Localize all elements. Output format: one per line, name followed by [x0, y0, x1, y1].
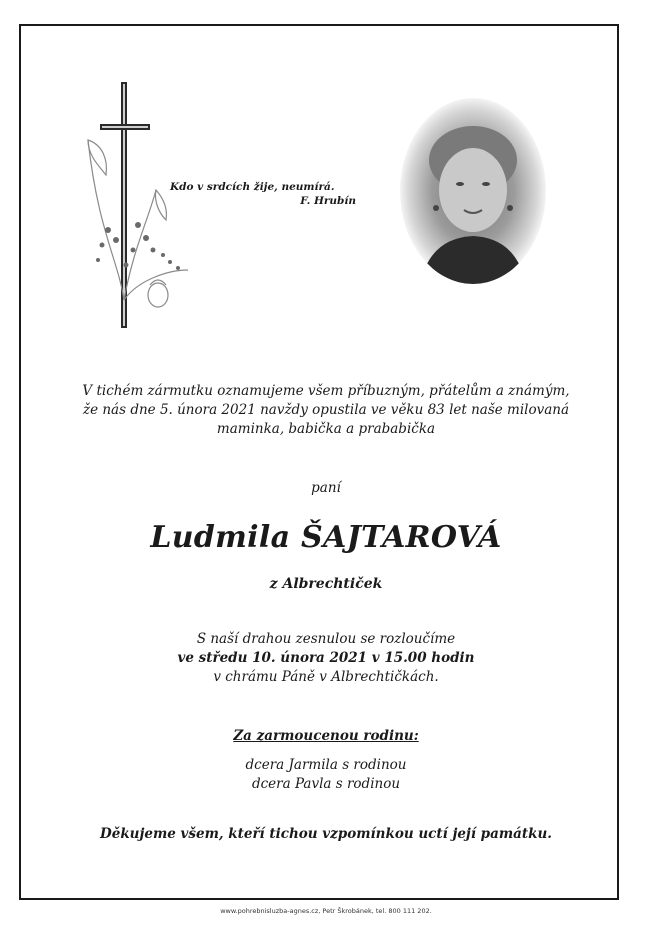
honorific: paní [311, 480, 341, 496]
ceremony-line1: S naší drahou zesnulou se rozloučíme [196, 631, 456, 647]
portrait-photo [400, 98, 546, 284]
announcement [40, 382, 612, 439]
announcement-line: V tichém zármutku oznamujeme všem příbuzným, přátelům a známým, [82, 383, 570, 399]
quote-text: Kdo v srdcích žije, neumírá. [170, 181, 335, 193]
quote-author: F. Hrubín [300, 195, 356, 207]
ceremony-datetime: ve středu 10. února 2021 v 15.00 hodin [177, 650, 475, 666]
family-member: dcera Pavla s rodinou [251, 776, 401, 792]
ceremony-place: v chrámu Páně v Albrechtičkách. [213, 669, 439, 685]
family-member: dcera Jarmila s rodinou [245, 757, 407, 773]
announcement-line: maminka, babička a prababička [216, 421, 436, 437]
origin: z Albrechtiček [269, 576, 383, 592]
ceremony-info [40, 630, 612, 687]
family-members [40, 756, 612, 794]
deceased-name: Ludmila ŠAJTAROVÁ [150, 520, 502, 555]
footer-contact: www.pohrebnisluzba-agnes.cz, Petr Škrobánek, tel. 800 111 202. [220, 907, 432, 915]
family-heading: Za zarmoucenou rodinu: [233, 728, 419, 744]
announcement-line: že nás dne 5. února 2021 navždy opustila ve věku 83 let naše milovaná [82, 402, 570, 418]
quote [170, 180, 360, 208]
thanks-line: Děkujeme všem, kteří tichou vzpomínkou uctí její památku. [100, 826, 552, 842]
